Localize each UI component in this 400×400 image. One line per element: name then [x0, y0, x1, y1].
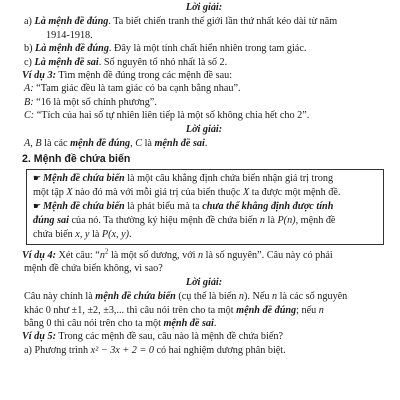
solution-heading: Lời giải:	[185, 276, 223, 288]
solution-heading: Lời giải:	[185, 123, 223, 135]
example-3-option-b: B: “16 là một số chính phương”.	[24, 96, 157, 108]
definition-box	[26, 169, 384, 245]
definition-paragraph-1: ☛ Mệnh đề chứa biến là một câu khẳng định chứa biến nhận giá trị trong một tập X nào đó mà với mỗi giá trị của biến thuộc X ta được một mệnh đề.	[33, 172, 341, 199]
answer-a-continued: 1914-1918.	[46, 29, 93, 41]
solution-4-text: Câu này chính là mệnh đề chứa biến (cụ thể là biến n). Nếu n là các số nguyên khác 0 như ±1, ±2, ±3,... thì câu nói trên cho ta một mệnh đề đúng; nếu n bằng 0 thì câu nói trên cho ta một mệnh đề sai.	[24, 291, 348, 329]
pointing-hand-icon: ☛	[33, 201, 42, 212]
answer-a: a) Là mệnh đề đúng. Ta biết chiến tranh thế giới lần thứ nhất kéo dài từ năm	[24, 16, 338, 28]
answer-c: c) Là mệnh đề sai. Số nguyên tố nhỏ nhất là số 2.	[24, 56, 228, 68]
example-3-option-a: A: “Tam giác đều là tam giác có ba cạnh bằng nhau”.	[24, 83, 241, 95]
example-3: Ví dụ 3: Tìm mệnh đề đúng trong các mệnh đề sau:	[22, 70, 233, 82]
example-4: Ví dụ 4: Xét câu: “$n^2$ là một số dương, với n là số nguyên”. Câu này có phải	[22, 247, 333, 261]
solution-heading: Lời giải:	[185, 2, 223, 13]
pointing-hand-icon: ☛	[33, 173, 42, 184]
example-5: Ví dụ 5: Trong các mệnh đề sau, câu nào là mệnh đề chứa biến?	[22, 331, 283, 343]
example-5-option-a: a) Phương trình x² − 3x + 2 = 0 có hai nghiệm dương phân biệt.	[24, 344, 286, 356]
section-title: 2. Mệnh đề chứa biến	[22, 153, 131, 166]
example-4-continued: mệnh đề chứa biến không, vì sao?	[24, 263, 163, 275]
solution-3-text: A, B là các mệnh đề đúng, C là mệnh đề sai.	[24, 138, 208, 150]
answer-b: b) Là mệnh đề đúng. Đây là một tính chất hiển nhiên trong tam giác.	[24, 43, 307, 55]
definition-paragraph-2: ☛ Mệnh đề chứa biến là phát biểu mà ta chưa thể khẳng định được tính đúng sai của nó. Ta thường ký hiệu mệnh đề chứa biến n là P(n), mệnh đề chứa biến x, y là P(x, y).	[33, 200, 336, 240]
example-3-option-c: C: “Tích của hai số tự nhiên liên tiếp là một số không chia hết cho 2”.	[24, 110, 310, 122]
